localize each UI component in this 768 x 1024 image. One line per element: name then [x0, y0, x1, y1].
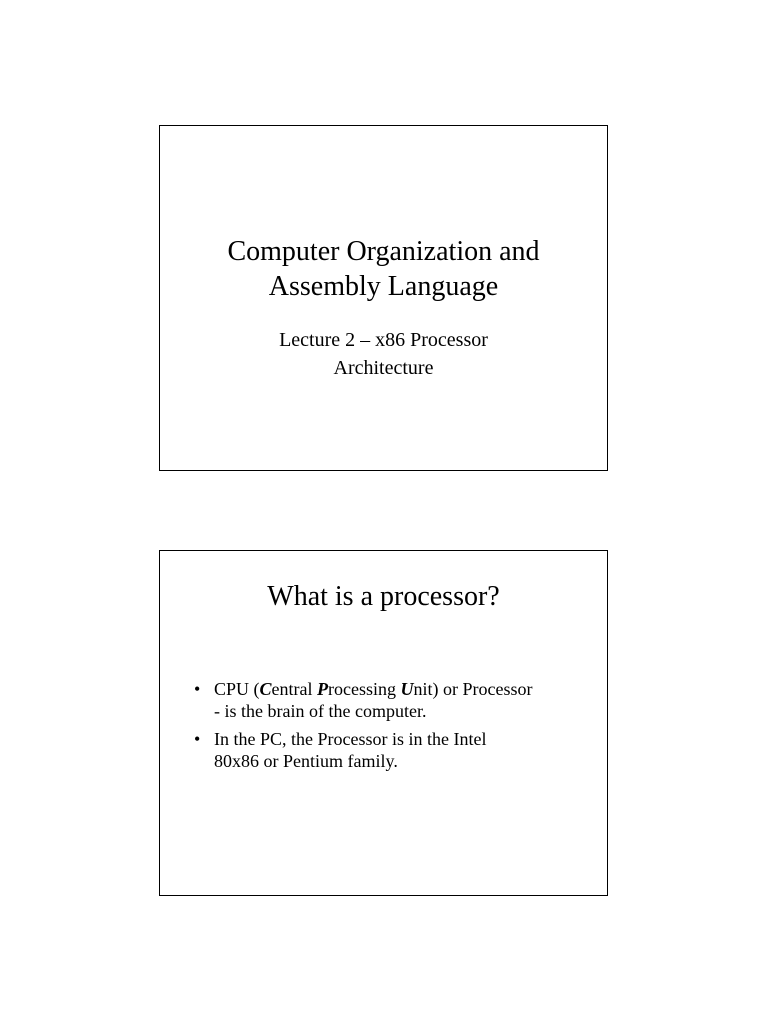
- content-slide: [159, 550, 608, 896]
- bullet-emphasis: C: [259, 679, 272, 699]
- bullet-text-part: nit) or Processor: [413, 679, 533, 699]
- bullet-icon: •: [194, 729, 201, 749]
- bullet-text-part: rocessing: [328, 679, 401, 699]
- bullet-text-part: entral: [271, 679, 318, 699]
- bullet-list: [190, 678, 590, 778]
- bullet-text-part: - is the brain of the computer.: [214, 701, 427, 721]
- bullet-item-pc: [190, 728, 590, 772]
- slide-title-line-1: Computer Organization and: [227, 236, 540, 267]
- slide-subtitle-line-1: Lecture 2 – x86 Processor: [279, 329, 488, 351]
- slide-heading: What is a processor?: [267, 581, 500, 612]
- bullet-text-part: CPU (: [214, 679, 260, 699]
- bullet-emphasis: U: [400, 679, 414, 699]
- bullet-icon: •: [194, 679, 201, 699]
- bullet-emphasis: P: [317, 679, 329, 699]
- bullet-text-line: In the PC, the Processor is in the Intel: [214, 729, 487, 749]
- slide-title-line-2: Assembly Language: [268, 271, 499, 302]
- bullet-item-cpu: [190, 678, 590, 722]
- slide-subtitle: [160, 326, 607, 382]
- bullet-text-line: 80x86 or Pentium family.: [214, 751, 398, 771]
- title-slide: [159, 125, 608, 471]
- slide-title: [160, 234, 607, 304]
- slide-subtitle-line-2: Architecture: [333, 357, 434, 379]
